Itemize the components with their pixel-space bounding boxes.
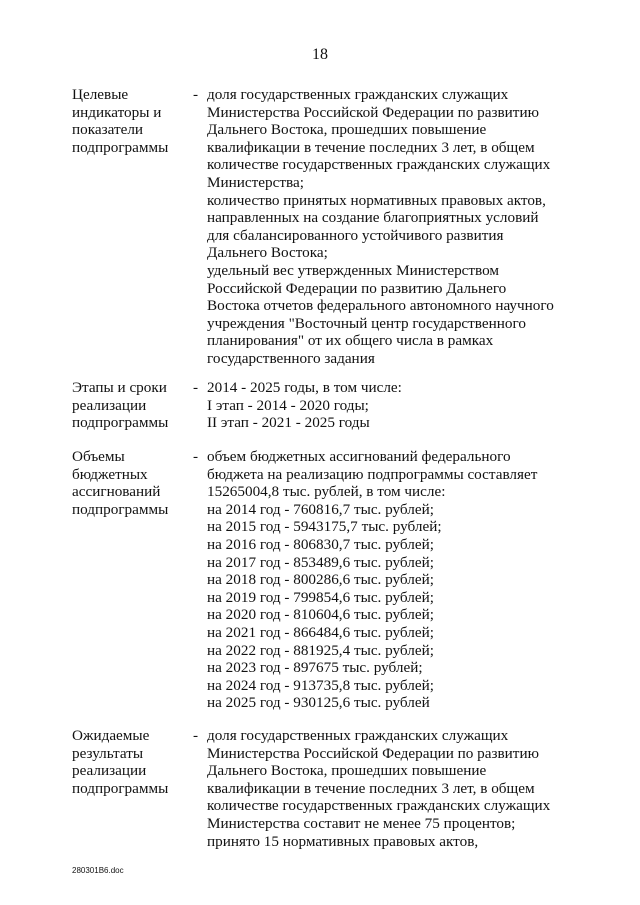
budget-year-2019: на 2019 год - 799854,6 тыс. рублей;	[207, 588, 434, 606]
budget-year-2016: на 2016 год - 806830,7 тыс. рублей;	[207, 535, 434, 553]
section-dash: -	[193, 727, 199, 744]
budget-year-2024: на 2024 год - 913735,8 тыс. рублей;	[207, 676, 434, 694]
section-content: 2014 - 2025 годы, в том числе: I этап - 2014 - 2020 годы; II этап - 2021 - 2025 годы	[207, 379, 402, 432]
budget-year-2025: на 2025 год - 930125,6 тыс. рублей	[207, 694, 430, 712]
section-label: Этапы и сроки реализации подпрограммы	[72, 379, 169, 432]
section-label: Целевые индикаторы и показатели подпрограммы	[72, 86, 169, 156]
budget-year-2015: на 2015 год - 5943175,7 тыс. рублей;	[207, 518, 442, 536]
budget-year-2022: на 2022 год - 881925,4 тыс. рублей;	[207, 641, 434, 659]
budget-year-2018: на 2018 год - 800286,6 тыс. рублей;	[207, 571, 434, 589]
budget-year-2017: на 2017 год - 853489,6 тыс. рублей;	[207, 553, 434, 571]
section-label: Ожидаемые результаты реализации подпрограммы	[72, 727, 169, 797]
section-label: Объемы бюджетных ассигнований подпрограммы	[72, 448, 169, 518]
section-dash: -	[193, 379, 199, 396]
budget-year-2020: на 2020 год - 810604,6 тыс. рублей;	[207, 606, 434, 624]
section-content: доля государственных гражданских служащих Министерства Российской Федерации по развитию Дальнего Востока, прошедших повышение квалификации в течение последних 3 лет, в общем количестве государственных гражданских служащих Министерства; количество принятых нормативных правовых актов, направленных на создание благоприятных условий для сбалансированного устойчивого развития Дальнего Востока; удельный вес утвержденных Министерством Российской Федерации по развитию Дальнего Востока отчетов федерального автономного научного учреждения "Восточный центр государственного планирования" от их общего числа в рамках государственного задания	[207, 86, 554, 367]
budget-year-2023: на 2023 год - 897675 тыс. рублей;	[207, 659, 423, 677]
budget-year-2014: на 2014 год - 760816,7 тыс. рублей;	[207, 500, 434, 518]
page-number: 18	[312, 46, 328, 63]
section-content: доля государственных гражданских служащих Министерства Российской Федерации по развитию Дальнего Востока, прошедших повышение квалификации в течение последних 3 лет, в общем количестве государственных гражданских служащих Министерства составит не менее 75 процентов; принято 15 нормативных правовых актов,	[207, 727, 551, 850]
section-dash: -	[193, 86, 199, 103]
footer-filename: 280301B6.doc	[72, 866, 124, 875]
section-content: объем бюджетных ассигнований федерального бюджета на реализацию подпрограммы составляет 15265004,8 тыс. рублей, в том числе: на 2014 год - 760816,7 тыс. рублей; на 2015 год - 5943175,7 тыс. рублей; на 2016 год - 806830,7 тыс. рублей; на 2017 год - 853489,6 тыс. рублей; на 2018 год - 800286,6 тыс. рублей; на 2019 год - 799854,6 тыс. рублей; на 2020 год - 810604,6 тыс. рублей; на 2021 год - 866484,6 тыс. рублей; на 2022 год - 881925,4 тыс. рублей; на 2023 год - 897675 тыс. рублей; на 2024 год - 913735,8 тыс. рублей; на 2025 год - 930125,6 тыс. рублей	[207, 448, 587, 712]
section-dash: -	[193, 448, 199, 465]
budget-year-2021: на 2021 год - 866484,6 тыс. рублей;	[207, 623, 434, 641]
